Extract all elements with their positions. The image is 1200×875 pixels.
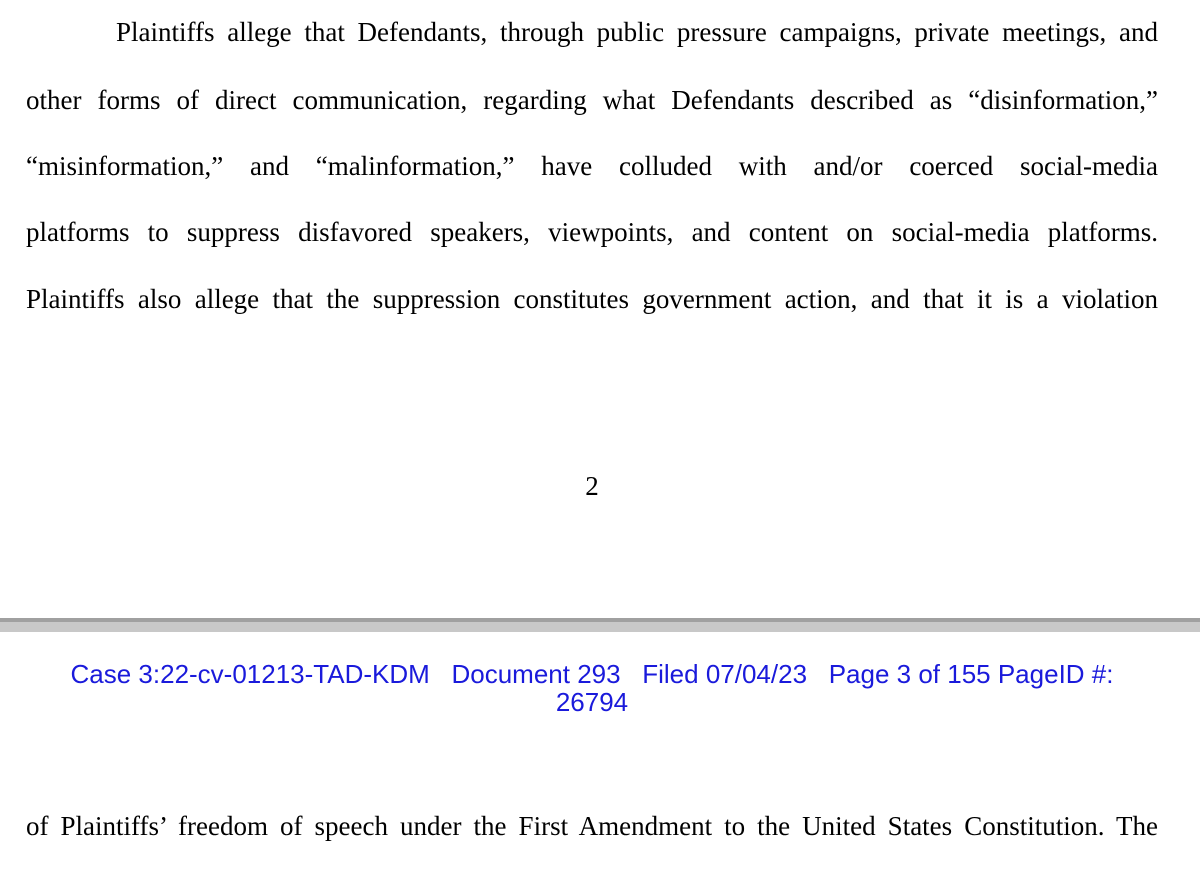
paragraph-line-1: Plaintiffs allege that Defendants, through public pressure campaigns, private meetings, and <box>116 17 1158 47</box>
header-line-1: Case 3:22-cv-01213-TAD-KDM Document 293 Filed 07/04/23 Page 3 of 155 PageID #: <box>70 659 1114 689</box>
paragraph-line-5: Plaintiffs also allege that the suppression constitutes government action, and that it is a violation <box>26 284 1158 314</box>
next-page-first-line: of Plaintiffs’ freedom of speech under the First Amendment to the United States Constitution. The <box>26 811 1158 841</box>
court-filing-header <box>0 660 1184 716</box>
page-number: 2 <box>585 471 599 501</box>
paragraph-line-3: “misinformation,” and “malinformation,” have colluded with and/or coerced social-media <box>26 151 1158 181</box>
paragraph-line-2: other forms of direct communication, regarding what Defendants described as “disinformation,” <box>26 85 1158 115</box>
header-line-2: 26794 <box>555 687 629 717</box>
page-break-divider <box>0 618 1200 632</box>
paragraph-line-4: platforms to suppress disfavored speakers, viewpoints, and content on social-media platforms. <box>26 217 1158 247</box>
